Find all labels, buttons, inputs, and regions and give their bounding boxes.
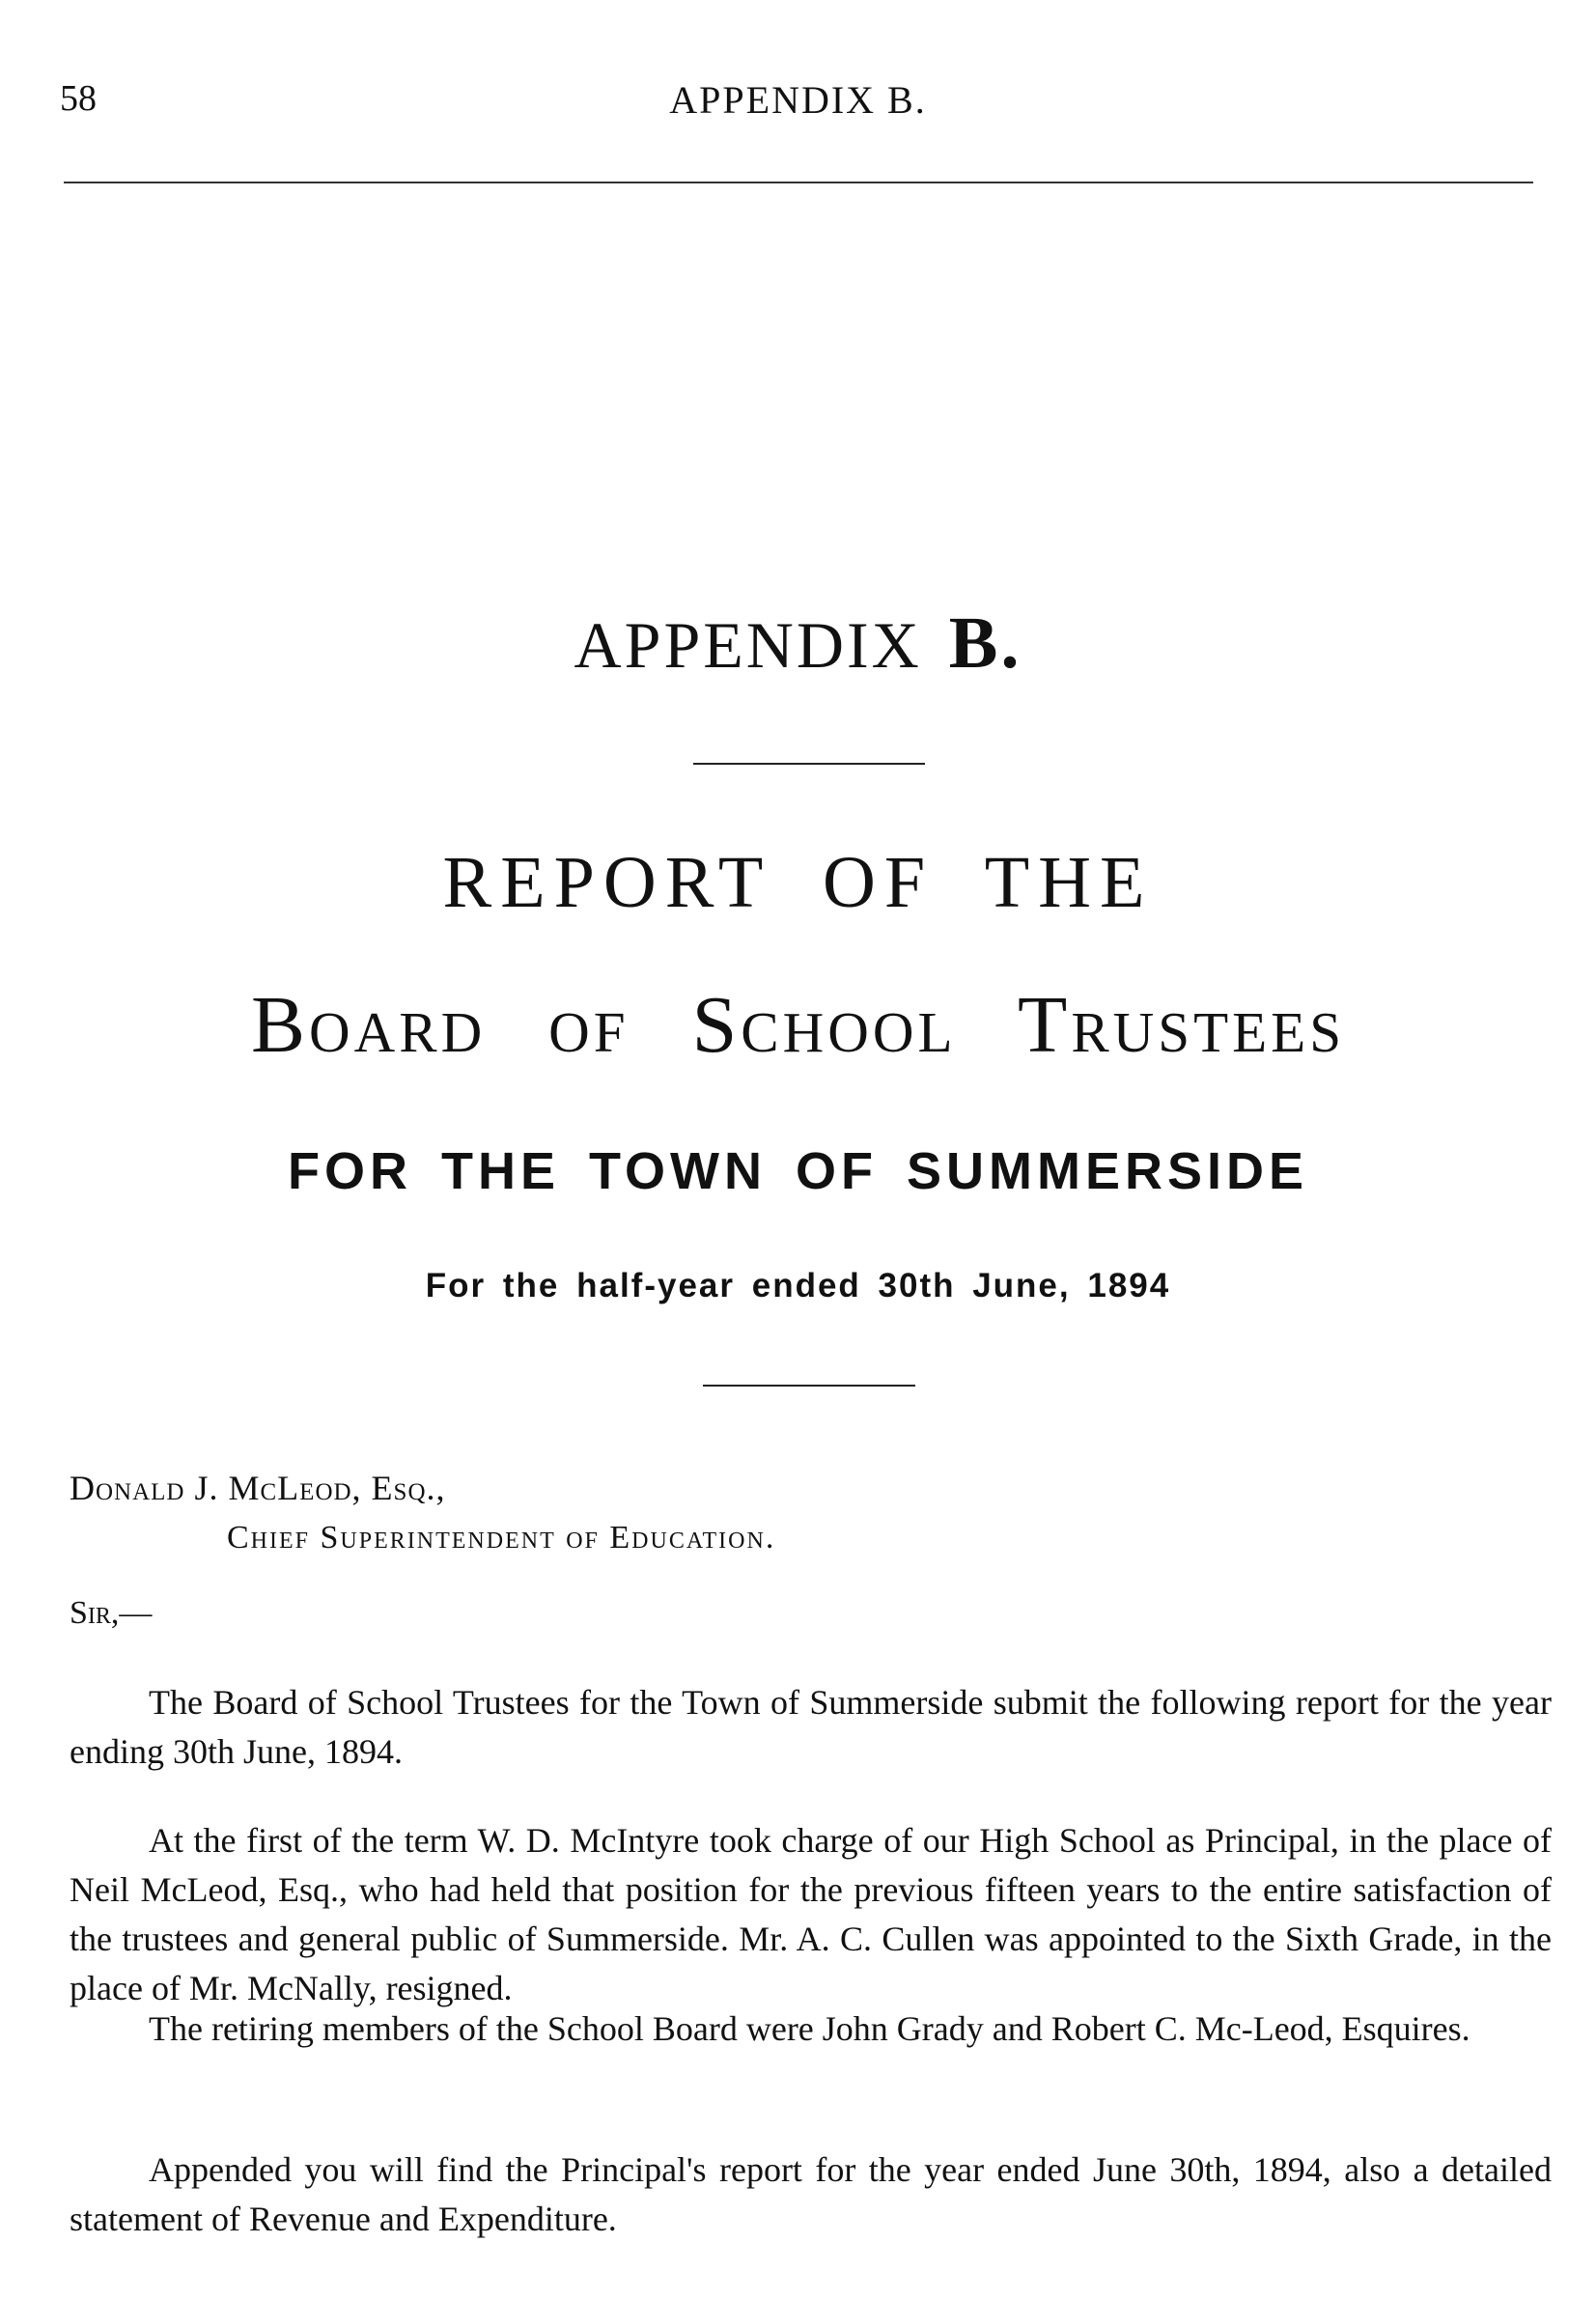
- paragraph-2: At the first of the term W. D. McIntyre took charge of our High School as Principal, in the place of Neil McLeod, Esq., who had held that position for the previous fifteen years to the entire satisfaction of the trustees and general public of Summerside. Mr. A. C. Cullen was appointed to the Sixth Grade, in the place of Mr. McNally, resigned.: [70, 1821, 1552, 2007]
- header-rule: [64, 182, 1533, 183]
- page-number: 58: [60, 78, 97, 119]
- half-year-subtitle: For the half-year ended 30th June, 1894: [425, 1267, 1171, 1304]
- board-title-heading: Board of School Trustees: [250, 980, 1346, 1070]
- addressee-title: Chief Superintendent of Education.: [227, 1520, 776, 1556]
- appendix-letter: B.: [948, 603, 1022, 684]
- appendix-word: APPENDIX: [574, 608, 922, 682]
- town-title-heading: FOR THE TOWN OF SUMMERSIDE: [288, 1142, 1308, 1200]
- addressee-name: Donald J. McLeod, Esq.,: [70, 1469, 446, 1507]
- running-header: APPENDIX B.: [669, 78, 927, 122]
- report-of-the-heading: REPORT OF THE: [442, 842, 1154, 923]
- paragraph-3: The retiring members of the School Board were John Grady and Robert C. Mc-Leod, Esquires.: [149, 2009, 1470, 2048]
- appendix-title: [0, 603, 1596, 684]
- paragraph-1: The Board of School Trustees for the Town of Summerside submit the following report for the year ending 30th June, 1894.: [70, 1683, 1552, 1771]
- title-rule: [693, 763, 925, 765]
- paragraph-4: Appended you will find the Principal's report for the year ended June 30th, 1894, also a detailed statement of Revenue and Expenditure.: [70, 2150, 1552, 2238]
- subtitle-rule: [703, 1385, 915, 1387]
- salutation: Sir,—: [70, 1595, 153, 1631]
